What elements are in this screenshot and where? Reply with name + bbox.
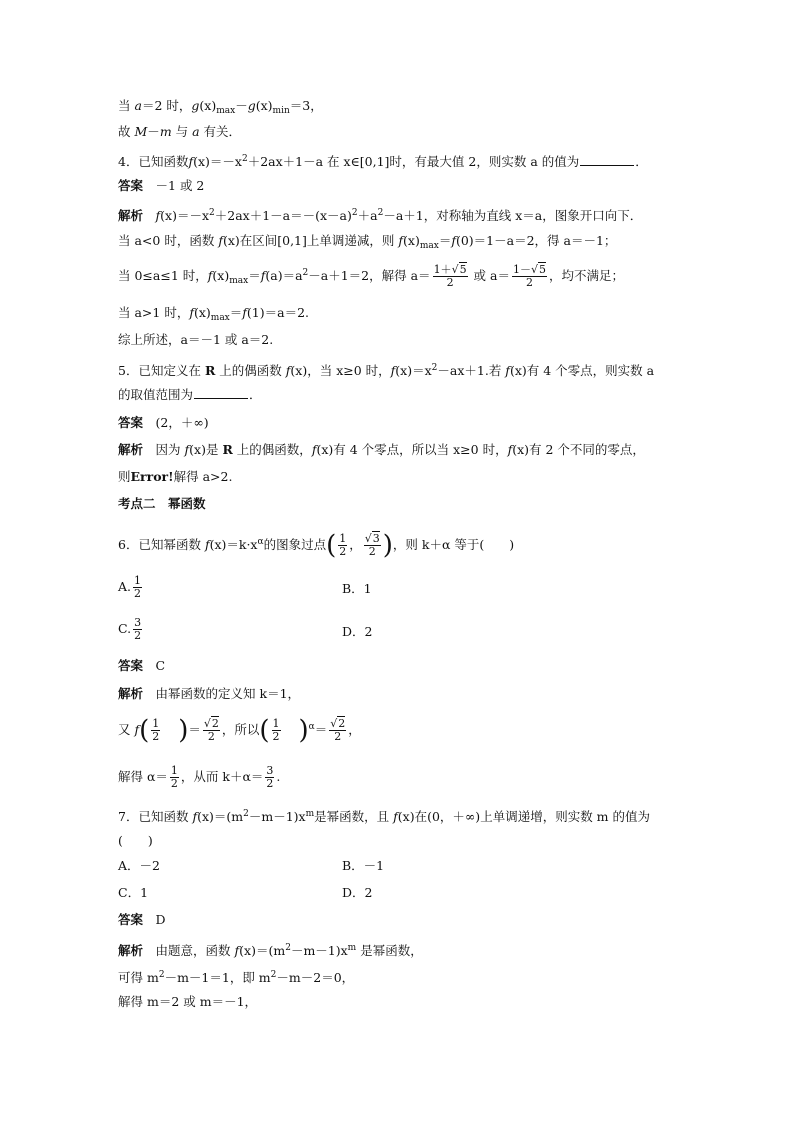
text-run: －a＋1，对称轴为直线 x＝a，图象开口向下．	[383, 208, 643, 223]
superscript: 2	[431, 363, 438, 373]
answer-blank	[580, 154, 634, 166]
option-label: A.	[118, 579, 132, 594]
fraction-denominator: 2	[266, 777, 274, 790]
text-run: 是幂函数，	[356, 943, 423, 958]
option-row	[118, 617, 144, 642]
left-paren: (	[326, 530, 337, 561]
right-paren: )	[178, 715, 189, 746]
option-c[interactable]	[118, 885, 148, 901]
solution-line	[118, 233, 616, 254]
text-run: (x)是	[189, 442, 223, 457]
subscript: max	[216, 106, 236, 116]
superscript: 2	[209, 208, 215, 218]
text-run: f	[155, 208, 161, 223]
text-run: (x)有 4 个零点，则实数 a	[509, 363, 655, 378]
fraction	[170, 765, 179, 790]
solution-line	[118, 332, 273, 348]
fraction-denominator: 2	[272, 730, 280, 743]
sqrt-symbol: √	[451, 263, 459, 276]
fraction-denominator: 2	[207, 730, 215, 743]
text-run: f	[242, 305, 247, 320]
text-run: f	[505, 363, 510, 378]
superscript: 2	[158, 970, 165, 980]
text-run: (x)	[403, 233, 420, 248]
answer-line	[118, 415, 209, 431]
text-run: ＝	[229, 305, 243, 320]
text-run: f	[507, 442, 513, 457]
text-run: (1)＝a＝2.	[246, 305, 310, 320]
text-run: 当	[118, 98, 135, 113]
text-run: R	[204, 363, 216, 378]
fraction-numerator: 3	[266, 764, 274, 777]
subscript: min	[272, 106, 290, 116]
text-run: (x)＝－x	[193, 154, 242, 169]
question-7-cont	[118, 833, 153, 849]
answer-value: (2，＋∞)	[155, 415, 209, 430]
text-run: f	[398, 233, 404, 248]
option-c[interactable]	[118, 616, 144, 642]
fraction	[133, 617, 142, 642]
text-run: －m－1＝1，即 m	[164, 970, 271, 985]
text-run: (x)有 4 个零点，所以当 x≥0 时，	[316, 442, 508, 457]
text-run: ，	[349, 537, 362, 552]
text-run: 则	[118, 469, 131, 484]
solution-line	[118, 765, 280, 790]
text-run: ＝3，	[289, 98, 323, 113]
text-run: (x)	[255, 98, 273, 113]
text-run: ，	[348, 722, 361, 737]
option-row	[118, 575, 144, 600]
fraction-numerator: 1	[339, 532, 347, 545]
left-paren: (	[259, 715, 270, 746]
solution-line	[118, 686, 300, 702]
superscript: 2	[270, 970, 277, 980]
fraction-numerator: 1	[272, 717, 280, 730]
text-run: g	[191, 98, 200, 113]
fraction-numerator: 3	[134, 616, 142, 629]
text-run: 由幂函数的定义知 k＝1，	[155, 686, 301, 701]
text-run: 上的偶函数，	[232, 442, 312, 457]
text-run: a	[192, 124, 200, 139]
text-run: －	[235, 98, 248, 113]
text-run: (x)	[212, 268, 230, 283]
text-line	[118, 98, 323, 119]
text-run: 7．已知函数	[118, 809, 193, 824]
text-run: (x)有 2 个不同的零点，	[512, 442, 645, 457]
text-run: (x)在区间[0,1]上单调递减，则	[222, 233, 399, 248]
sqrt-symbol: √	[364, 532, 372, 545]
text-run: ＝	[438, 233, 452, 248]
text-run: ＝	[314, 722, 328, 737]
error-text: Error!	[130, 469, 174, 484]
solution-line	[118, 940, 423, 959]
fraction-denominator: 2	[334, 730, 342, 743]
text-run: f	[285, 363, 291, 378]
option-label: D．2	[342, 624, 373, 639]
text-run: f	[390, 363, 396, 378]
text-run: f	[134, 722, 140, 737]
superscript: m	[305, 809, 315, 819]
solution-label: 解析	[118, 442, 144, 457]
answer-label: 答案	[118, 415, 144, 430]
text-run: ，则 k＋α 等于( )	[392, 537, 515, 552]
text-run: g	[247, 98, 256, 113]
text-run: ＋2ax＋1－a 在 x∈[0,1]时，有最大值 2，则实数 a 的值为	[247, 154, 580, 169]
fraction-denominator: 2	[446, 276, 454, 289]
radicand: 3	[372, 532, 380, 545]
text-run: f	[311, 442, 317, 457]
text-run: (x)＝－x	[160, 208, 210, 223]
text-run: －m－1)x	[290, 943, 348, 958]
text-run: －m－2＝0，	[276, 970, 355, 985]
text-run: 与	[171, 124, 193, 139]
text-run: 6．已知幂函数	[118, 537, 205, 552]
text-run: ，均不满足；	[549, 268, 625, 283]
fraction	[203, 718, 220, 743]
text-run: f	[188, 154, 194, 169]
superscript: 2	[285, 943, 291, 953]
text-run: ，从而 k＋α＝	[180, 769, 264, 784]
answer-line	[118, 178, 204, 194]
text-run: 是幂函数，且	[314, 809, 394, 824]
fraction-numerator: 1	[170, 764, 178, 777]
answer-label: 答案	[118, 658, 144, 673]
superscript: m	[347, 943, 357, 953]
question-7	[118, 806, 650, 825]
option-label: B．1	[342, 581, 372, 596]
text-run: (a)＝a	[265, 268, 303, 283]
option-label: C．1	[118, 885, 149, 900]
option-label: C.	[118, 621, 132, 636]
section-heading	[118, 496, 206, 512]
left-paren: (	[139, 715, 150, 746]
fraction	[512, 264, 547, 289]
answer-label: 答案	[118, 912, 144, 927]
text-run: 解得 m＝2 或 m＝－1，	[118, 994, 258, 1009]
answer-blank	[194, 387, 248, 399]
question-4	[118, 151, 648, 170]
question-5	[118, 360, 654, 379]
text-run: 当 a>1 时，	[118, 305, 190, 320]
right-paren: )	[382, 530, 393, 561]
fraction-denominator: 2	[339, 545, 347, 558]
text-run: 当 a<0 时，函数	[118, 233, 219, 248]
superscript: 2	[241, 154, 248, 164]
option-d[interactable]	[342, 624, 372, 640]
sqrt-symbol: √	[530, 263, 538, 276]
fraction-denominator: 2	[525, 276, 533, 289]
text-run: (x)＝x	[395, 363, 432, 378]
answer-line	[118, 658, 165, 674]
option-b[interactable]	[342, 581, 372, 597]
subscript: max	[210, 313, 230, 323]
text-run: ＝	[188, 722, 201, 737]
fraction-denominator: 2	[368, 545, 376, 558]
text-run: 上的偶函数	[215, 363, 286, 378]
text-run: ．	[249, 387, 262, 402]
answer-label: 答案	[118, 178, 144, 193]
text-run: 5．已知定义在	[118, 363, 205, 378]
option-b[interactable]	[342, 858, 384, 874]
text-run: R	[222, 442, 233, 457]
text-run: f	[204, 537, 210, 552]
fraction	[329, 718, 346, 743]
text-run: (x)＝(m	[197, 809, 244, 824]
radicand: 5	[539, 263, 546, 276]
text-run: －ax＋1.若	[437, 363, 506, 378]
text-run: f	[234, 943, 240, 958]
solution-label: 解析	[118, 686, 144, 701]
fraction-numerator: 1＋	[433, 263, 452, 276]
fraction	[265, 765, 274, 790]
text-run: 或 a＝	[469, 268, 510, 283]
section-title: 考点二 幂函数	[118, 496, 206, 511]
text-run: (0)＝1－a＝2，得 a＝－1；	[455, 233, 617, 248]
text-run: 4．已知函数	[118, 154, 189, 169]
text-run: －	[147, 124, 160, 139]
answer-value: －1 或 2	[155, 178, 205, 193]
option-a[interactable]	[118, 574, 144, 600]
text-run: f	[260, 268, 266, 283]
option-label: D．2	[342, 885, 373, 900]
question-6	[118, 530, 515, 561]
text-run: 综上所述，a＝－1 或 a＝2.	[118, 332, 274, 347]
answer-line	[118, 912, 166, 928]
subscript: max	[419, 241, 439, 251]
fraction-numerator: 1	[134, 574, 142, 587]
fraction	[433, 264, 468, 289]
solution-line	[118, 994, 257, 1010]
radicand: 5	[459, 263, 467, 276]
text-run: 的图象过点	[263, 537, 327, 552]
text-run: M	[134, 124, 148, 139]
fraction-numerator: 1－	[512, 263, 531, 276]
text-run: 又	[118, 722, 135, 737]
text-run: ( )	[118, 833, 153, 848]
text-run: 有关．	[199, 124, 242, 139]
text-run: 的取值范围为	[118, 387, 194, 402]
text-run: f	[192, 809, 198, 824]
right-paren: )	[298, 715, 309, 746]
solution-line	[118, 264, 624, 289]
text-run: 解得 α＝	[118, 769, 168, 784]
superscript: α	[257, 537, 264, 547]
text-run: f	[218, 233, 223, 248]
fraction	[364, 533, 381, 558]
answer-value: C	[155, 658, 166, 673]
text-run: ＝2 时，	[141, 98, 192, 113]
option-label: B．－1	[342, 858, 385, 873]
fraction	[133, 575, 142, 600]
radicand: 2	[211, 717, 219, 730]
text-run: 由题意，函数	[155, 943, 235, 958]
text-run: a	[134, 98, 142, 113]
solution-line	[118, 715, 361, 746]
question-5-cont	[118, 387, 262, 403]
text-run: (x)在(0，＋∞)上单调递增，则实数 m 的值为	[397, 809, 650, 824]
solution-label: 解析	[118, 208, 144, 223]
fraction-denominator: 2	[134, 587, 142, 600]
text-run: ＋a	[357, 208, 378, 223]
text-run: .	[276, 769, 281, 784]
superscript: 2	[243, 809, 249, 819]
text-run: m	[159, 124, 172, 139]
option-d[interactable]	[342, 885, 372, 901]
text-run: 可得 m	[118, 970, 159, 985]
fraction	[338, 533, 347, 558]
solution-line	[118, 205, 642, 224]
superscript: α	[308, 722, 315, 732]
superscript: 2	[377, 208, 384, 218]
superscript: 2	[351, 208, 358, 218]
text-run: f	[393, 809, 398, 824]
fraction-denominator: 2	[170, 777, 178, 790]
solution-line	[118, 305, 309, 326]
text-run: (x)＝k·x	[209, 537, 258, 552]
fraction	[151, 718, 160, 743]
fraction-numerator: 1	[152, 717, 160, 730]
solution-label: 解析	[118, 943, 144, 958]
text-run: f	[189, 305, 194, 320]
text-run: f	[207, 268, 213, 283]
text-run: ＋2ax＋1－a＝－(x－a)	[214, 208, 352, 223]
text-run: (x)	[199, 98, 217, 113]
subscript: max	[229, 276, 249, 286]
fraction-denominator: 2	[134, 629, 142, 642]
text-line	[118, 124, 241, 140]
solution-line	[118, 469, 232, 485]
fraction-denominator: 2	[152, 730, 160, 743]
text-run: ＝	[248, 268, 261, 283]
text-run: －a＋1＝2，解得 a＝	[308, 268, 431, 283]
text-run: ，所以	[221, 722, 260, 737]
superscript: 2	[302, 268, 309, 278]
answer-value: D	[155, 912, 166, 927]
text-run: 因为	[155, 442, 185, 457]
option-label: A．－2	[118, 858, 160, 873]
radicand: 2	[338, 717, 346, 730]
text-run: 当 0≤a≤1 时，	[118, 268, 208, 283]
text-run: 故	[118, 124, 135, 139]
text-run: f	[451, 233, 456, 248]
text-run: (x)	[193, 305, 211, 320]
text-run: －m－1)x	[248, 809, 306, 824]
sqrt-symbol: √	[330, 717, 338, 730]
text-run: ．	[635, 154, 648, 169]
text-run: f	[184, 442, 190, 457]
solution-line	[118, 967, 354, 986]
solution-line	[118, 442, 645, 458]
fraction	[272, 718, 281, 743]
text-run: (x)，当 x≥0 时，	[290, 363, 391, 378]
option-a[interactable]	[118, 858, 160, 874]
text-run: 解得 a>2.	[173, 469, 233, 484]
text-run: (x)＝(m	[239, 943, 286, 958]
sqrt-symbol: √	[203, 717, 211, 730]
